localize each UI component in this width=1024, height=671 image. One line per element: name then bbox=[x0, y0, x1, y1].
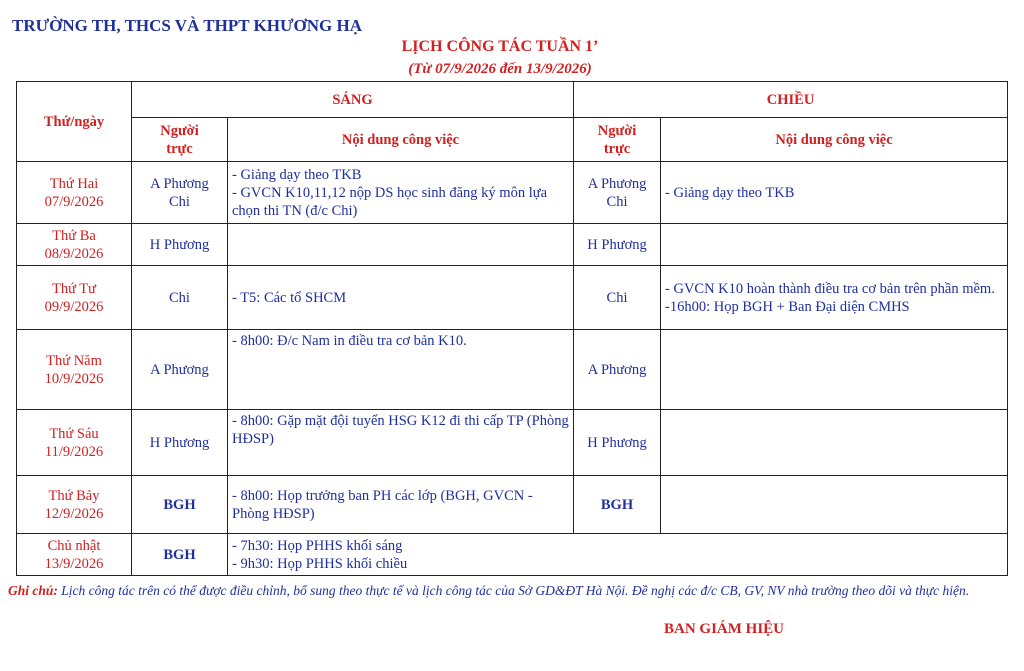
am-person-cell: A Phương Chi bbox=[132, 162, 228, 224]
school-name: TRƯỜNG TH, THCS VÀ THPT KHƯƠNG HẠ bbox=[12, 16, 362, 35]
merged-task-cell: - 7h30: Họp PHHS khối sáng - 9h30: Họp PHHS khối chiều bbox=[228, 534, 1008, 576]
footnote-label: Ghi chú: bbox=[8, 583, 58, 598]
day-cell: Chủ nhật 13/9/2026 bbox=[17, 534, 132, 576]
day-cell: Thứ Ba 08/9/2026 bbox=[17, 224, 132, 266]
table-row bbox=[17, 162, 1008, 224]
schedule-title: LỊCH CÔNG TÁC TUẦN 1’ bbox=[401, 38, 599, 55]
signature: BAN GIÁM HIỆU bbox=[664, 621, 785, 637]
table-row bbox=[17, 266, 1008, 330]
pm-person-cell: A Phương bbox=[574, 330, 661, 410]
morning-header: SÁNG bbox=[132, 82, 574, 118]
am-task-cell bbox=[228, 224, 574, 266]
am-person-header: Người trực bbox=[132, 118, 228, 162]
day-cell: Thứ Năm 10/9/2026 bbox=[17, 330, 132, 410]
am-person-cell: A Phương bbox=[132, 330, 228, 410]
day-column-header: Thứ/ngày bbox=[17, 82, 132, 162]
table-row bbox=[17, 224, 1008, 266]
am-person-cell: Chi bbox=[132, 266, 228, 330]
pm-person-cell: BGH bbox=[574, 476, 661, 534]
am-content-header: Nội dung công việc bbox=[228, 118, 574, 162]
am-task-cell: - 8h00: Đ/c Nam in điều tra cơ bản K10. bbox=[228, 330, 574, 410]
am-person-cell: H Phương bbox=[132, 410, 228, 476]
pm-person-cell: H Phương bbox=[574, 410, 661, 476]
pm-task-cell: - Giảng dạy theo TKB bbox=[661, 162, 1008, 224]
pm-person-cell: Chi bbox=[574, 266, 661, 330]
afternoon-header: CHIỀU bbox=[574, 82, 1008, 118]
schedule-date-range: (Từ 07/9/2026 đến 13/9/2026) bbox=[408, 61, 592, 77]
table-row bbox=[17, 534, 1008, 576]
pm-task-cell: - GVCN K10 hoàn thành điều tra cơ bản trên phần mềm. -16h00: Họp BGH + Ban Đại diện CMHS bbox=[661, 266, 1008, 330]
pm-person-header: Người trực bbox=[574, 118, 661, 162]
pm-person-cell: A Phương Chi bbox=[574, 162, 661, 224]
am-task-cell: - 8h00: Họp trưởng ban PH các lớp (BGH, GVCN - Phòng HĐSP) bbox=[228, 476, 574, 534]
schedule-table bbox=[16, 81, 1008, 576]
pm-content-header: Nội dung công việc bbox=[661, 118, 1008, 162]
pm-task-cell bbox=[661, 330, 1008, 410]
pm-task-cell bbox=[661, 224, 1008, 266]
day-cell: Thứ Tư 09/9/2026 bbox=[17, 266, 132, 330]
day-cell: Thứ Hai 07/9/2026 bbox=[17, 162, 132, 224]
table-row bbox=[17, 330, 1008, 410]
pm-task-cell bbox=[661, 410, 1008, 476]
footnote bbox=[8, 582, 1008, 600]
pm-task-cell bbox=[661, 476, 1008, 534]
am-task-cell: - 8h00: Gặp mặt đội tuyển HSG K12 đi thi cấp TP (Phòng HĐSP) bbox=[228, 410, 574, 476]
pm-person-cell: H Phương bbox=[574, 224, 661, 266]
am-person-cell: BGH bbox=[132, 476, 228, 534]
am-person-cell: H Phương bbox=[132, 224, 228, 266]
day-cell: Thứ Sáu 11/9/2026 bbox=[17, 410, 132, 476]
table-row bbox=[17, 476, 1008, 534]
day-cell: Thứ Bảy 12/9/2026 bbox=[17, 476, 132, 534]
am-task-cell: - Giảng dạy theo TKB - GVCN K10,11,12 nộp DS học sinh đăng ký môn lựa chọn thi TN (đ/c Chi) bbox=[228, 162, 574, 224]
table-row bbox=[17, 410, 1008, 476]
am-person-cell: BGH bbox=[132, 534, 228, 576]
footnote-text: Lịch công tác trên có thể được điều chỉnh, bổ sung theo thực tế và lịch công tác của Sở GD&ĐT Hà Nội. Đề nghị các đ/c CB, GV, NV nhà trường theo dõi và thực hiện. bbox=[57, 583, 970, 598]
am-task-cell: - T5: Các tổ SHCM bbox=[228, 266, 574, 330]
